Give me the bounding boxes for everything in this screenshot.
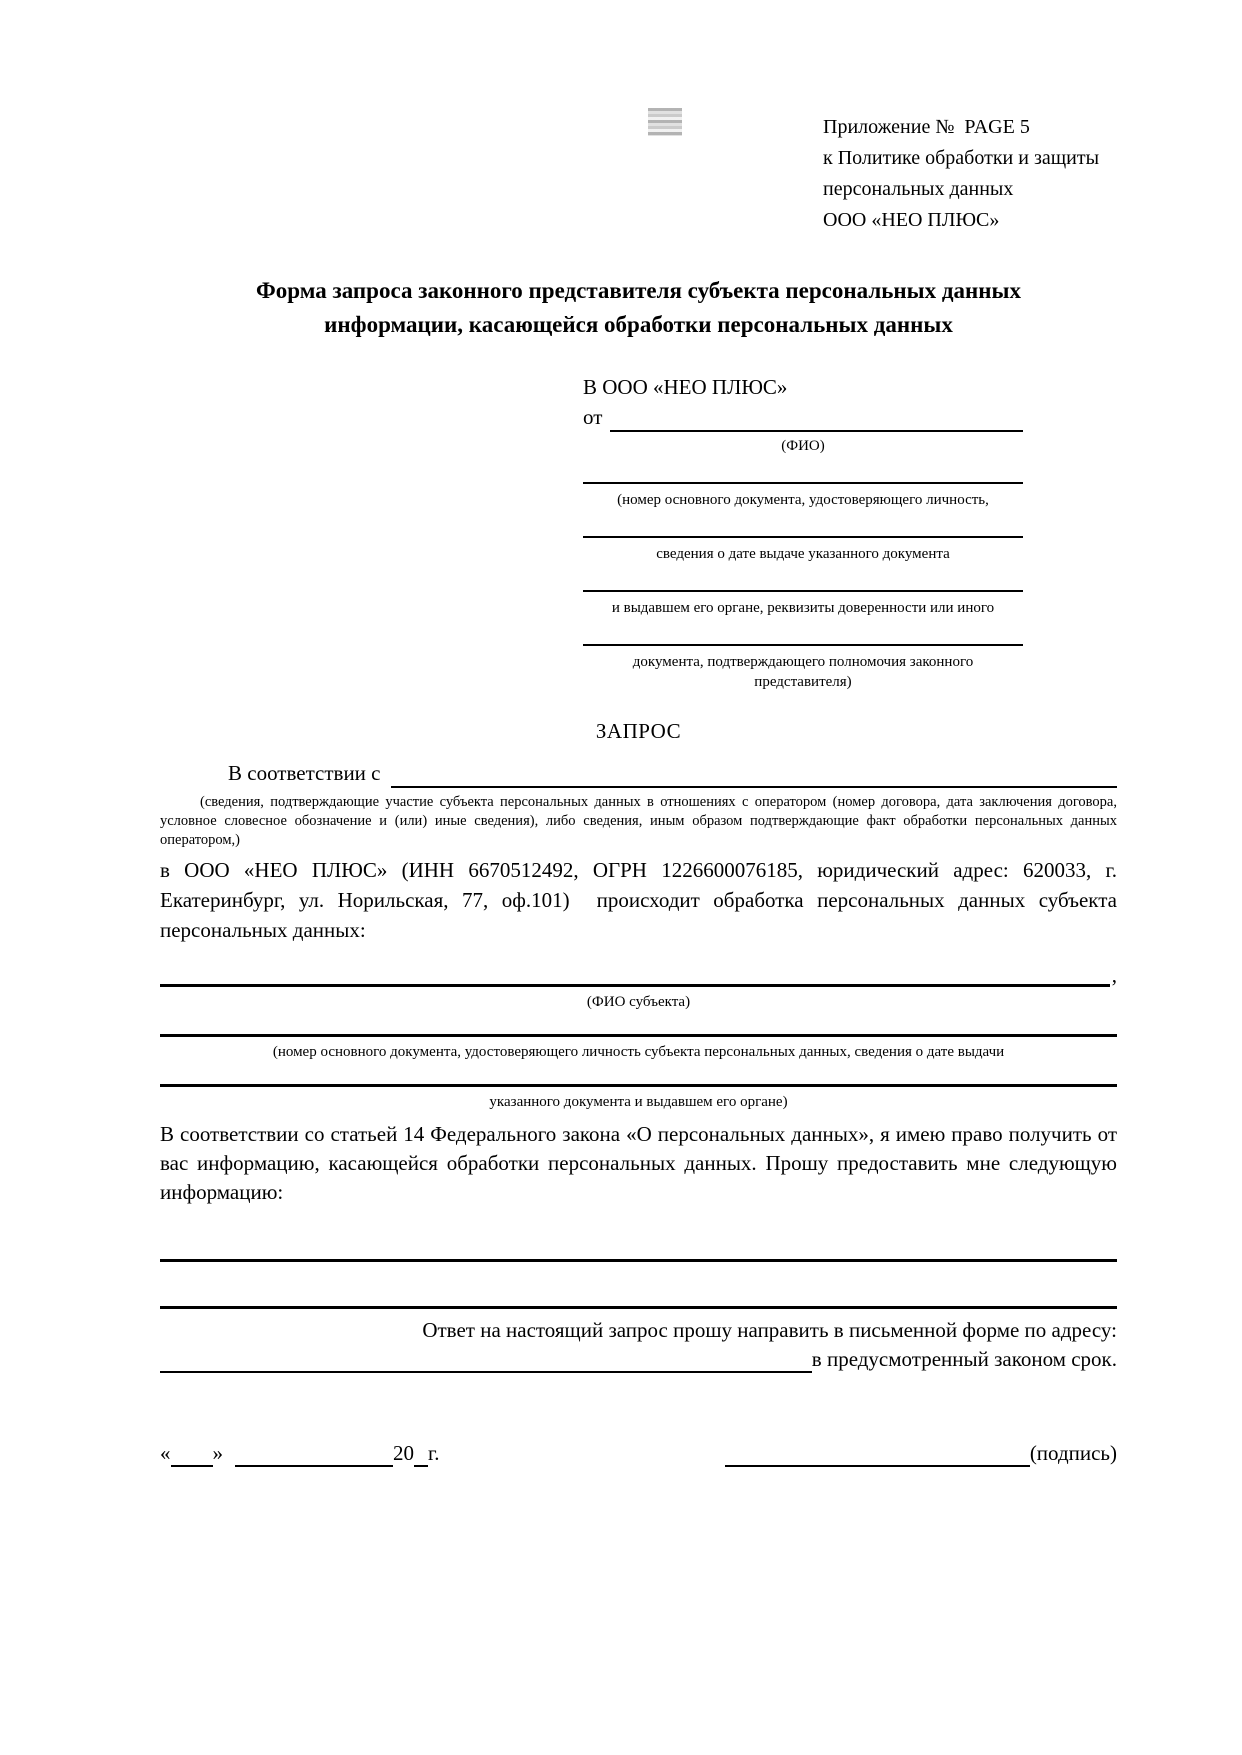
subject-line-suffix: , (1111, 963, 1117, 987)
year-prefix: 20 (393, 1441, 414, 1465)
reply-suffix: в предусмотренный законом срок. (811, 1347, 1117, 1371)
image-placeholder-icon (648, 108, 682, 136)
subject-doc-field-2[interactable] (160, 1084, 1117, 1087)
requested-info-field-1[interactable] (160, 1259, 1117, 1262)
addressee-block (583, 372, 1023, 692)
subject-fio-field[interactable] (160, 963, 1110, 987)
representative-doc-field-4[interactable] (583, 644, 1023, 646)
subject-fio-row (160, 963, 1117, 987)
subject-doc-caption-1: (номер основного документа, удостоверяющего личность субъекта персональных данных, сведения о дате выдачи (272, 1044, 1005, 1060)
addressee-to: В ООО «НЕО ПЛЮС» (583, 375, 788, 399)
reply-instruction: Ответ на настоящий запрос прошу направить в письменной форме по адресу: (422, 1318, 1117, 1342)
day-field[interactable] (171, 1444, 213, 1467)
document-title (160, 274, 1117, 342)
subject-doc-field-1[interactable] (160, 1034, 1117, 1037)
year-field[interactable] (414, 1444, 428, 1467)
appendix-number-line: Приложение № PAGE 5 (823, 116, 1030, 138)
quote-open: « (160, 1441, 171, 1465)
document-title-line-2: информации, касающейся обработки персональных данных (324, 312, 953, 337)
signature-group (725, 1439, 1117, 1467)
signature-field[interactable] (725, 1444, 1030, 1467)
document-title-line-1: Форма запроса законного представителя субъекта персональных данных (256, 278, 1021, 303)
request-heading: ЗАПРОС (595, 719, 682, 743)
accordance-prefix: В соответствии с (228, 761, 381, 785)
representative-doc-caption-4: документа, подтверждающего полномочия законного представителя) (632, 654, 974, 690)
representative-doc-caption-2: сведения о дате выдаче указанного документа (656, 546, 950, 562)
policy-line-2: персональных данных (823, 178, 1014, 200)
representative-fio-field[interactable] (610, 405, 1023, 432)
representative-doc-group-1 (583, 482, 1023, 510)
fio-caption: (ФИО) (781, 438, 825, 454)
representative-doc-caption-1: (номер основного документа, удостоверяющего личность, (617, 492, 989, 508)
signature-caption: (подпись) (1029, 1441, 1117, 1465)
quote-close: » (212, 1441, 223, 1465)
subject-fio-caption: (ФИО субъекта) (586, 994, 691, 1010)
representative-doc-field-3[interactable] (583, 590, 1023, 592)
representative-doc-group-2 (583, 536, 1023, 564)
organization-name: ООО «НЕО ПЛЮС» (823, 209, 1000, 231)
from-row (583, 402, 1023, 432)
accordance-row (160, 758, 1117, 788)
subject-doc-caption-2: указанного документа и выдавшем его органе) (489, 1094, 788, 1110)
operator-paragraph: в ООО «НЕО ПЛЮС» (ИНН 6670512492, ОГРН 1226600076185, юридический адрес: 620033, г. Екатеринбург, ул. Норильская, 77, оф.101) происходит обработка персональных данных субъекта персональных данных: (160, 858, 1123, 942)
year-suffix: г. (428, 1441, 440, 1465)
from-label: от (583, 405, 603, 429)
requested-info-field-2[interactable] (160, 1306, 1117, 1309)
law-paragraph: В соответствии со статьей 14 Федерального закона «О персональных данных», я имею право получить от вас информацию, касающейся обработки персональных данных. Прошу предоставить мне следующую информацию: (160, 1122, 1117, 1204)
policy-line-1: к Политике обработки и защиты (823, 147, 1100, 169)
representative-doc-group-4 (583, 644, 1023, 692)
month-field[interactable] (235, 1444, 393, 1467)
reply-address-row (160, 1345, 1117, 1373)
appendix-header (823, 0, 1123, 236)
representative-doc-field-1[interactable] (583, 482, 1023, 484)
representative-doc-field-2[interactable] (583, 536, 1023, 538)
signature-footer (160, 1439, 1117, 1467)
accordance-field[interactable] (391, 761, 1118, 788)
representative-doc-group-3 (583, 590, 1023, 618)
accordance-fine-print: (сведения, подтверждающие участие субъекта персональных данных в отношениях с оператором (номер договора, дата заключения договора, условное словесное обозначение и (или) иные сведения), либо сведения, иным образом подтверждающие факт обработки персональных данных оператором,) (160, 794, 1117, 848)
representative-doc-caption-3: и выдавшем его органе, реквизиты доверенности или иного (611, 600, 995, 616)
reply-address-field[interactable] (160, 1350, 812, 1373)
date-group (160, 1439, 440, 1467)
